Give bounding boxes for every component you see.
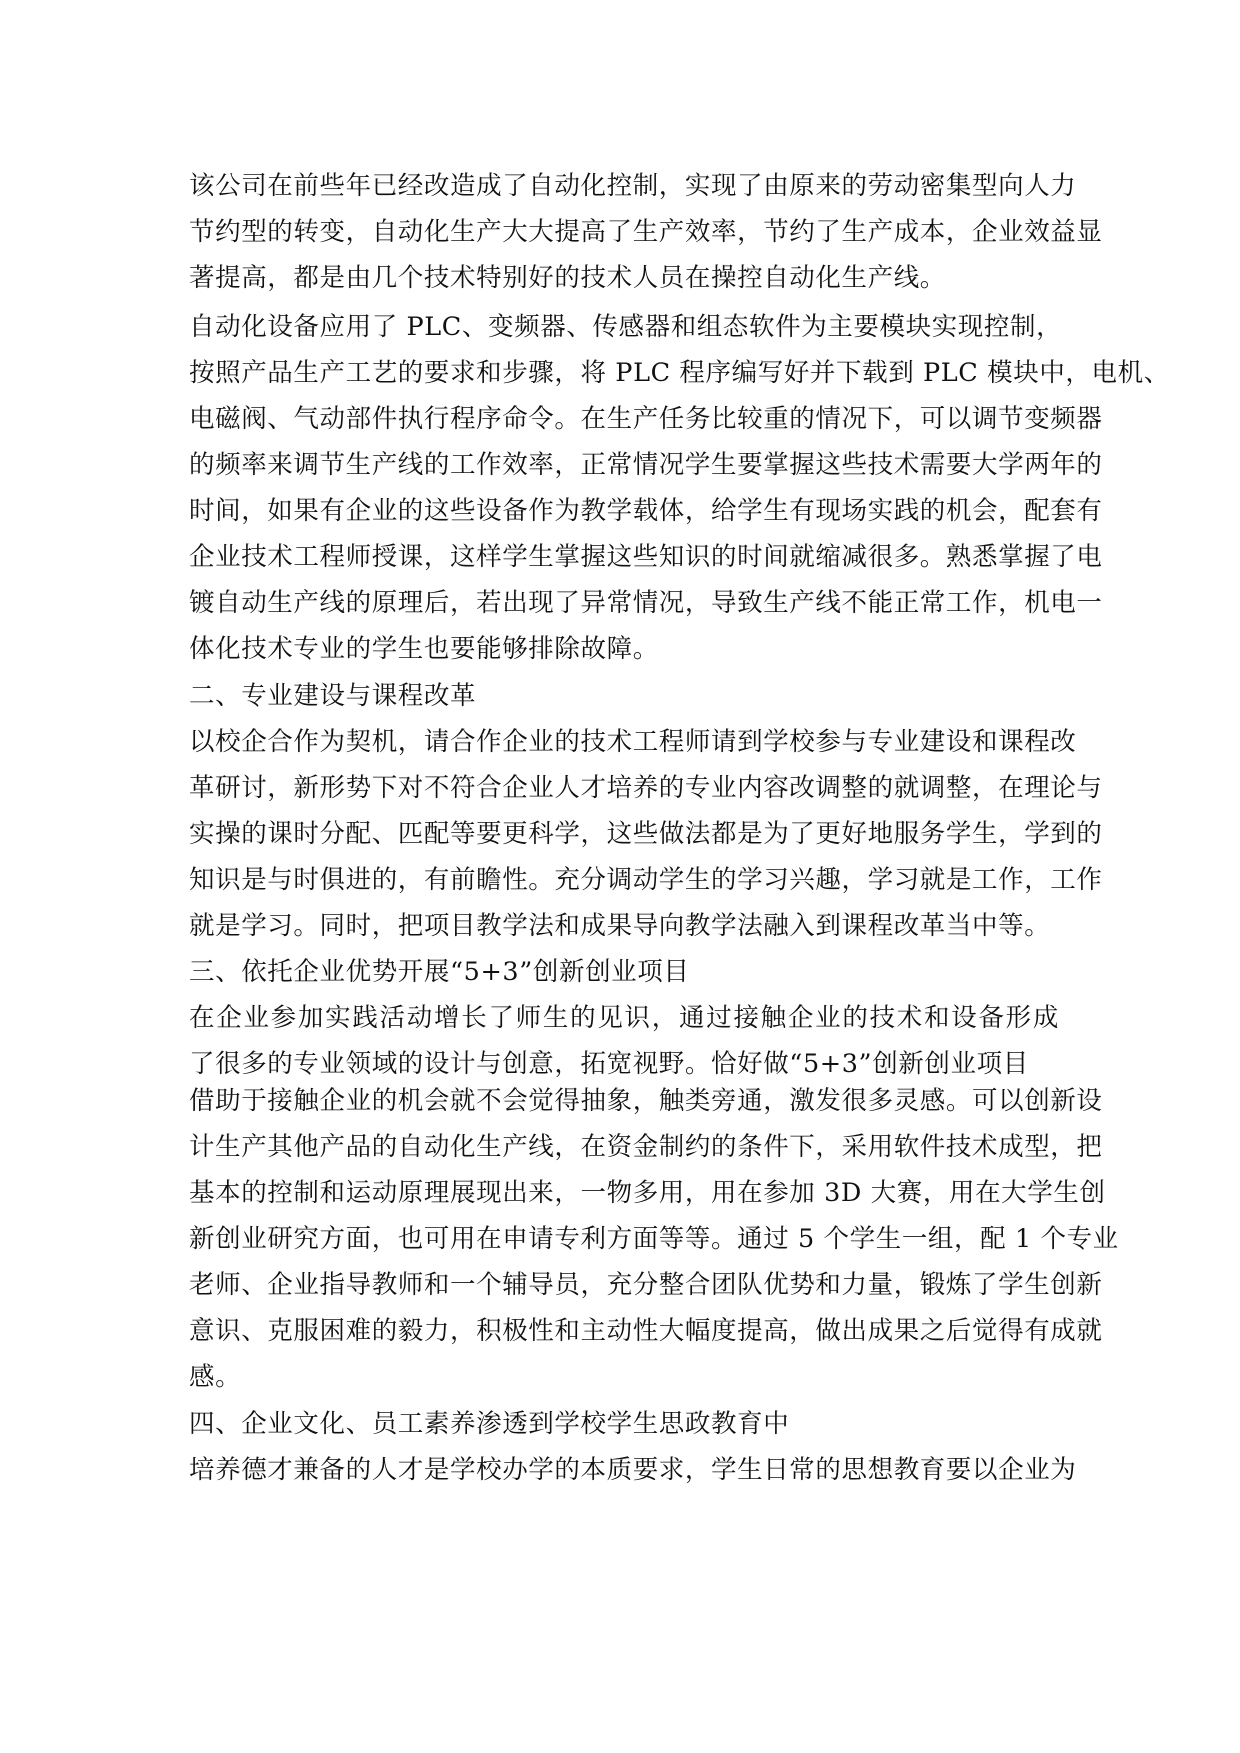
paragraph-4-line-5: 基本的控制和运动原理展现出来，一物多用，用在参加 3D 大赛，用在大学生创 (189, 1178, 1106, 1208)
section-heading-4: 四、企业文化、员工素养渗透到学校学生思政教育中 (189, 1409, 790, 1439)
paragraph-2-line-4: 的频率来调节生产线的工作效率，正常情况学生要掌握这些技术需要大学两年的 (189, 450, 1103, 480)
paragraph-1-line-1: 该公司在前些年已经改造成了自动化控制，实现了由原来的劳动密集型向人力 (189, 171, 1077, 201)
section-heading-3: 三、依托企业优势开展“5+3”创新创业项目 (189, 957, 690, 987)
paragraph-2-line-6: 企业技术工程师授课，这样学生掌握这些知识的时间就缩减很多。熟悉掌握了电 (189, 542, 1103, 572)
paragraph-2-line-2: 按照产品生产工艺的要求和步骤，将 PLC 程序编写好并下载到 PLC 模块中，电机、 (189, 358, 1170, 388)
paragraph-2-line-8: 体化技术专业的学生也要能够排除故障。 (189, 634, 659, 664)
paragraph-2-line-5: 时间，如果有企业的这些设备作为教学载体，给学生有现场实践的机会，配套有 (189, 496, 1103, 526)
paragraph-4-line-2: 了很多的专业领域的设计与创意，拓宽视野。恰好做“5+3”创新创业项目 (189, 1049, 1029, 1079)
paragraph-2-line-1: 自动化设备应用了 PLC、变频器、传感器和组态软件为主要模块实现控制， (189, 312, 1063, 342)
paragraph-1-line-2: 节约型的转变，自动化生产大大提高了生产效率，节约了生产成本，企业效益显 (189, 217, 1103, 247)
paragraph-4-line-1: 在企业参加实践活动增长了师生的见识，通过接触企业的技术和设备形成 (189, 1003, 1059, 1033)
paragraph-3-line-4: 知识是与时俱进的，有前瞻性。充分调动学生的学习兴趣，学习就是工作，工作 (189, 865, 1103, 895)
paragraph-4-line-7: 老师、企业指导教师和一个辅导员，充分整合团队优势和力量，锻炼了学生创新 (189, 1270, 1103, 1300)
paragraph-4-line-8: 意识、克服困难的毅力，积极性和主动性大幅度提高，做出成果之后觉得有成就 (189, 1316, 1103, 1346)
paragraph-2-line-3: 电磁阀、气动部件执行程序命令。在生产任务比较重的情况下，可以调节变频器 (189, 404, 1103, 434)
paragraph-5-line-1: 培养德才兼备的人才是学校办学的本质要求，学生日常的思想教育要以企业为 (189, 1455, 1077, 1485)
paragraph-3-line-2: 革研讨，新形势下对不符合企业人才培养的专业内容改调整的就调整，在理论与 (189, 773, 1103, 803)
paragraph-4-line-9: 感。 (189, 1362, 242, 1392)
paragraph-4-line-3: 借助于接触企业的机会就不会觉得抽象，触类旁通，激发很多灵感。可以创新设 (189, 1086, 1103, 1116)
paragraph-2-line-7: 镀自动生产线的原理后，若出现了异常情况，导致生产线不能正常工作，机电一 (189, 588, 1103, 618)
paragraph-4-line-4: 计生产其他产品的自动化生产线，在资金制约的条件下，采用软件技术成型，把 (189, 1132, 1103, 1162)
section-heading-2: 二、专业建设与课程改革 (189, 681, 477, 711)
paragraph-1-line-3: 著提高，都是由几个技术特别好的技术人员在操控自动化生产线。 (189, 263, 946, 293)
paragraph-3-line-1: 以校企合作为契机，请合作企业的技术工程师请到学校参与专业建设和课程改 (189, 727, 1077, 757)
paragraph-3-line-3: 实操的课时分配、匹配等要更科学，这些做法都是为了更好地服务学生，学到的 (189, 819, 1103, 849)
paragraph-4-line-6: 新创业研究方面，也可用在申请专利方面等等。通过 5 个学生一组，配 1 个专业 (189, 1224, 1119, 1254)
paragraph-3-line-5: 就是学习。同时，把项目教学法和成果导向教学法融入到课程改革当中等。 (189, 911, 1051, 941)
